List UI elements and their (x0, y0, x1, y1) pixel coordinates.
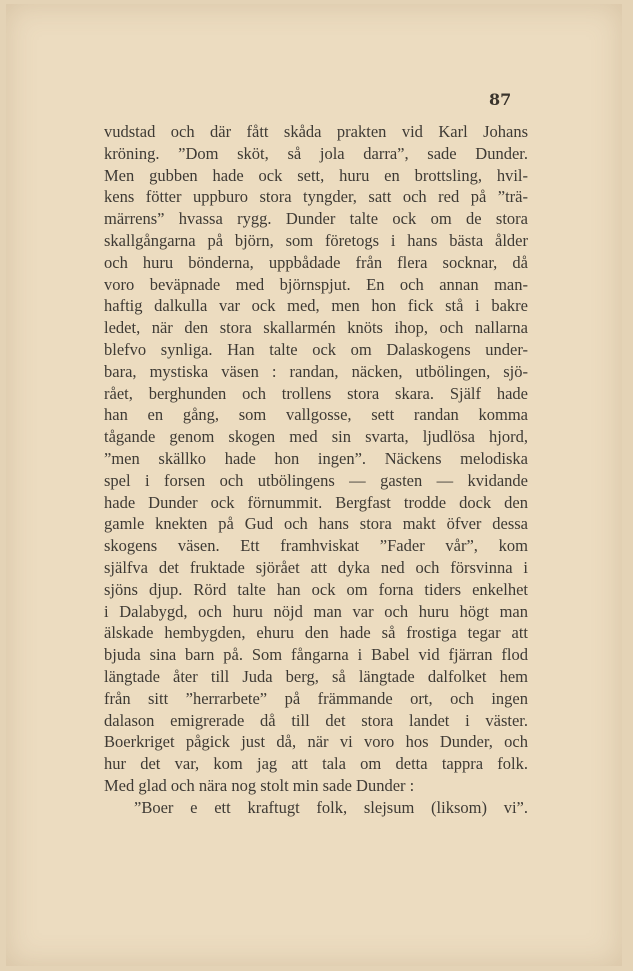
text-line: skogens väsen. Ett framhviskat ”Fader vår”, kom (104, 536, 528, 556)
text-line: skallgångarna på björn, som företogs i hans bästa ålder (104, 230, 528, 250)
book-page (6, 4, 622, 966)
body-text (104, 121, 528, 819)
text-line: kröning. ”Dom sköt, så jola darra”, sade Dunder. (104, 143, 528, 163)
text-line: älskade hembygden, ehuru den hade så frostiga tegar att (104, 623, 528, 643)
text-line: blefvo synliga. Han talte ock om Dalaskogens under- (104, 339, 528, 359)
text-line: från sitt ”herrarbete” på främmande ort, och ingen (104, 688, 528, 708)
text-line: rået, berghunden och trollens stora skara. Själf hade (104, 383, 528, 403)
text-line: ”men skällko hade hon ingen”. Näckens melodiska (104, 448, 528, 468)
text-line: Men gubben hade ock sett, huru en brottsling, hvil- (104, 165, 528, 185)
text-line: i Dalabygd, och huru nöjd man var och huru högt man (104, 601, 528, 621)
text-line: bjuda sina barn på. Som fångarna i Babel vid fjärran flod (104, 645, 528, 665)
text-line: ”Boer e ett kraftugt folk, slejsum (liksom) vi”. (134, 797, 528, 817)
page-number: 87 (489, 90, 512, 109)
text-line: själfva det fruktade sjörået att dyka ned och försvinna i (104, 557, 528, 577)
text-line: tågande genom skogen med sin svarta, ljudlösa hjord, (104, 427, 528, 447)
text-line: vudstad och där fått skåda prakten vid Karl Johans (104, 122, 528, 141)
text-line: hade Dunder ock förnummit. Bergfast trodde dock den (104, 492, 528, 512)
text-line: haftig dalkulla var ock med, men hon fick stå i bakre (104, 296, 528, 316)
text-line: voro beväpnade med björnspjut. En och annan man- (104, 274, 528, 294)
text-line: sjöns djup. Rörd talte han ock om forna tiders enkelhet (104, 579, 528, 599)
text-line: kens fötter uppburo stora tyngder, satt och red på ”trä- (104, 187, 528, 207)
text-line: Boerkriget pågick just då, när vi voro hos Dunder, och (104, 732, 528, 752)
text-line: spel i forsen och utbölingens — gasten — kvidande (104, 470, 528, 490)
text-line: han en gång, som vallgosse, sett randan komma (104, 405, 528, 425)
text-line: bara, mystiska väsen : randan, näcken, utbölingen, sjö- (104, 361, 528, 381)
text-line: och huru bönderna, uppbådade från flera socknar, då (104, 252, 528, 272)
text-line: hur det var, kom jag att tala om detta tappra folk. (104, 754, 528, 774)
text-line: längtade åter till Juda berg, så längtade dalfolket hem (104, 666, 528, 686)
text-line: gamle knekten på Gud och hans stora makt öfver dessa (104, 514, 528, 534)
text-line: ledet, när den stora skallarmén knöts ihop, och nallarna (104, 318, 528, 338)
text-line: dalason emigrerade då till det stora landet i väster. (104, 710, 528, 730)
text-line: märrens” hvassa rygg. Dunder talte ock om de stora (104, 209, 528, 229)
text-line: Med glad och nära nog stolt min sade Dunder : (104, 775, 415, 795)
